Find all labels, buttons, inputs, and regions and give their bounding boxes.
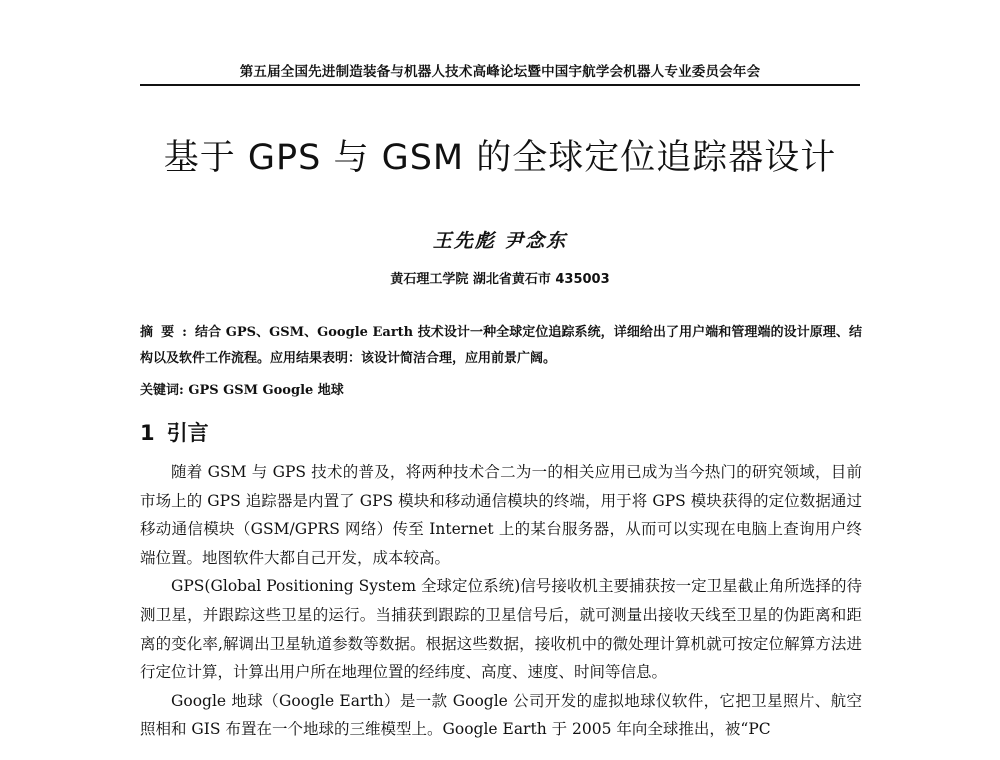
section-title: 引言	[166, 421, 209, 445]
keywords	[140, 378, 862, 404]
keywords-label: 关键词:	[140, 383, 184, 398]
header-rule	[140, 84, 860, 86]
abstract	[140, 320, 862, 372]
keywords-text: GPS GSM Google 地球	[183, 383, 344, 398]
paragraph: 随着 GSM 与 GPS 技术的普及，将两种技术合二为一的相关应用已成为当今热门的研究领域，目前市场上的 GPS 追踪器是内置了 GPS 模块和移动通信模块的终端，用于将 GPS 模块获得的定位数据通过移动通信模块（GSM/GPRS 网络）传至 Internet 上的某台服务器，从而可以实现在电脑上查询用户终端位置。地图软件大都自己开发，成本较高。	[140, 463, 862, 567]
section-number: 1	[140, 421, 155, 445]
paper-title: 基于 GPS 与 GSM 的全球定位追踪器设计	[163, 138, 837, 178]
paragraph: GPS(Global Positioning System 全球定位系统)信号接收机主要捕获按一定卫星截止角所选择的待测卫星，并跟踪这些卫星的运行。当捕获到跟踪的卫星信号后，就可测量出接收天线至卫星的伪距离和距离的变化率,解调出卫星轨道参数等数据。根据这些数据，接收机中的微处理计算机就可按定位解算方法进行定位计算，计算出用户所在地理位置的经纬度、高度、速度、时间等信息。	[140, 577, 862, 682]
authors: 王先彪 尹念东	[432, 230, 568, 252]
affiliation: 黄石理工学院 湖北省黄石市 435003	[390, 272, 610, 287]
running-header: 第五届全国先进制造装备与机器人技术高峰论坛暨中国宇航学会机器人专业委员会年会	[239, 64, 761, 80]
paragraph: Google 地球（Google Earth）是一款 Google 公司开发的虚拟地球仪软件，它把卫星照片、航空照相和 GIS 布置在一个地球的三维模型上。Google Earth 于 2005 年向全球推出，被“PC	[140, 691, 862, 739]
section-heading	[140, 417, 209, 447]
abstract-label: 摘要:	[140, 325, 195, 340]
body-text	[140, 458, 862, 744]
abstract-text: 结合 GPS、GSM、Google Earth 技术设计一种全球定位追踪系统，详细给出了用户端和管理端的设计原理、结构以及软件工作流程。应用结果表明：该设计简洁合理，应用前景广阔。	[140, 325, 862, 366]
